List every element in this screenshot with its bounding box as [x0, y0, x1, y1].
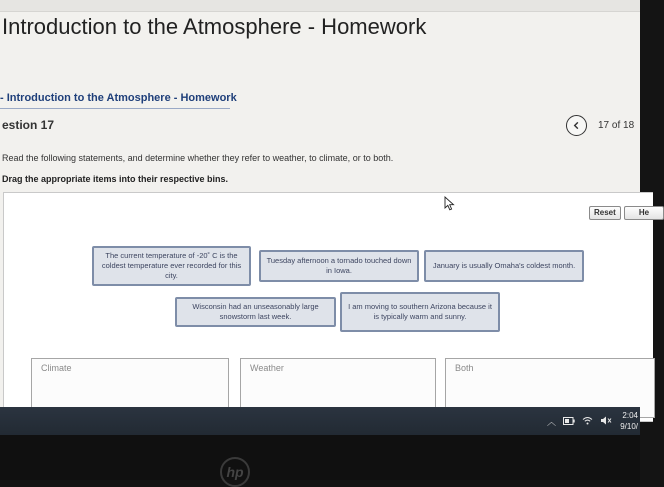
- question-instructions: Read the following statements, and determine whether they refer to weather, to climate, or to both.: [2, 153, 394, 163]
- reset-button[interactable]: Reset: [589, 206, 621, 220]
- breadcrumb-divider: [0, 108, 230, 109]
- draggable-card[interactable]: I am moving to southern Arizona because it is typically warm and sunny.: [340, 292, 500, 332]
- draggable-card[interactable]: Tuesday afternoon a tornado touched down in Iowa.: [259, 250, 419, 282]
- breadcrumb-link[interactable]: - Introduction to the Atmosphere - Homework: [0, 92, 237, 104]
- bin-climate-label: Climate: [41, 363, 72, 373]
- chevron-up-icon[interactable]: ︿: [547, 416, 557, 427]
- bin-both-label: Both: [455, 363, 474, 373]
- question-label: estion 17: [2, 118, 55, 132]
- battery-icon[interactable]: [563, 417, 575, 427]
- help-button[interactable]: He: [624, 206, 664, 220]
- bin-weather-label: Weather: [250, 363, 284, 373]
- drag-drop-workspace: [3, 192, 653, 422]
- clock-date: 9/10/: [620, 422, 638, 431]
- wifi-icon[interactable]: [582, 416, 593, 427]
- hp-logo-icon: hp: [220, 457, 250, 487]
- volume-icon[interactable]: [600, 416, 612, 427]
- os-taskbar: [0, 407, 640, 435]
- system-tray: [547, 416, 612, 427]
- taskbar-clock[interactable]: [620, 410, 638, 432]
- mouse-pointer-icon: [444, 196, 455, 211]
- clock-time: 2:04: [622, 411, 638, 420]
- draggable-card[interactable]: Wisconsin had an unseasonably large snowstorm last week.: [175, 297, 336, 327]
- question-progress: 17 of 18: [598, 120, 635, 131]
- draggable-card[interactable]: January is usually Omaha's coldest month.: [424, 250, 584, 282]
- draggable-card[interactable]: The current temperature of -20˚ C is the coldest temperature ever recorded for this city.: [92, 246, 251, 286]
- laptop-bezel: [0, 435, 640, 480]
- drag-instructions: Drag the appropriate items into their respective bins.: [2, 174, 229, 184]
- browser-top-strip: [0, 0, 640, 12]
- previous-question-button[interactable]: [566, 115, 587, 136]
- page-title: Introduction to the Atmosphere - Homework: [2, 14, 427, 39]
- chevron-left-icon: [572, 121, 581, 130]
